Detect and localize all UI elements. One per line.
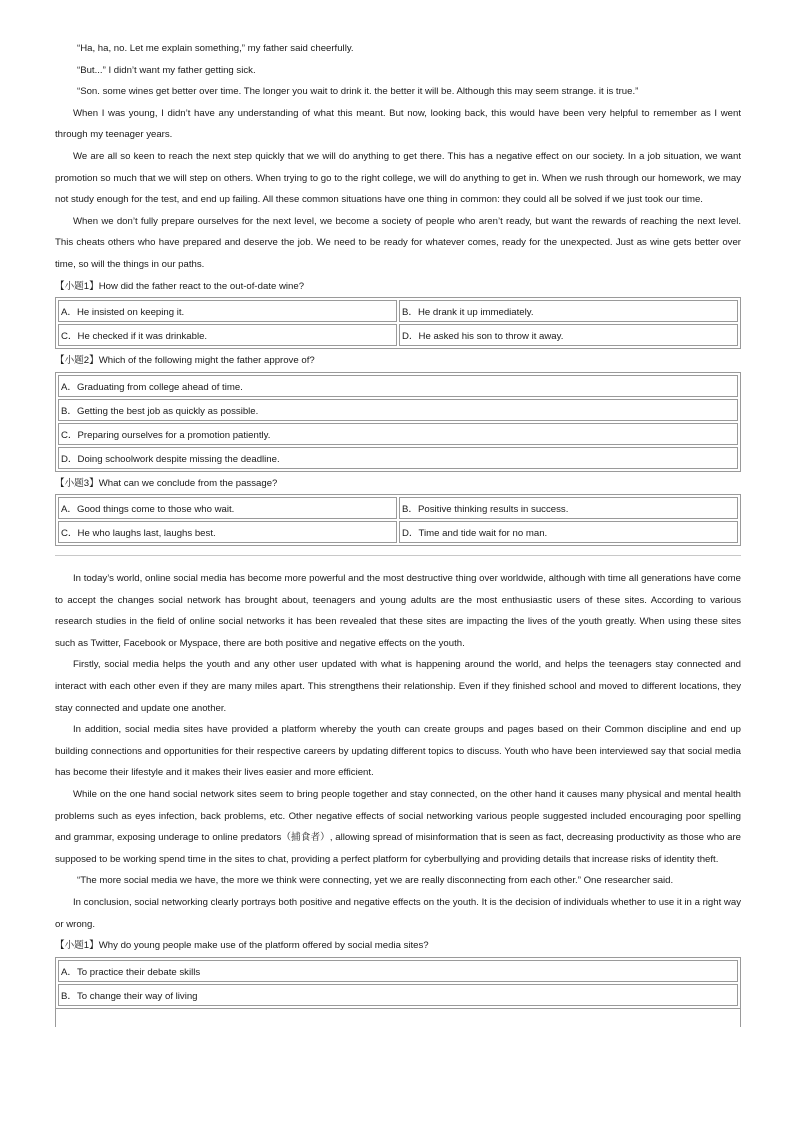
paragraph: “But...” I didn’t want my father getting sick. (77, 64, 256, 76)
passage-2 (55, 568, 741, 1027)
paragraph: In addition, social media sites have provided a platform whereby the youth can create groups and pages based on their Common discipline and end up building connections and opportunities for their respective careers by updating different topics to discuss. Youth who have been interviewed say that social media has become their lifestyle and it makes their lives easier and more efficient. (55, 724, 741, 779)
passage-1 (55, 38, 741, 546)
paragraph: When I was young, I didn’t have any understanding of what this meant. But now, looking back, this would have been very helpful to remember as I went through my teenager years. (55, 107, 741, 141)
paragraph: “Ha, ha, no. Let me explain something,” my father said cheerfully. (77, 43, 354, 54)
option-a[interactable]: A．To practice their debate skills (58, 960, 738, 982)
paragraph: “Son. some wines get better over time. The longer you wait to drink it. the better it will be. Although this may seem strange. it is true.” (77, 86, 639, 98)
option-c[interactable]: C．Preparing ourselves for a promotion patiently. (58, 423, 738, 445)
section-divider (55, 555, 741, 556)
paragraph: We are all so keen to reach the next step quickly that we will do anything to get there. This has a negative effect on our society. In a job situation, we want promotion so much that we will step on others. When trying to go to the right college, we will do anything to get in. When we rush through our homework, we may not study enough for the test, and end up failing. All these common situations have one thing in common: they could all be solved if we just took our time. (55, 150, 741, 206)
options-table (55, 957, 741, 1009)
option-b[interactable]: B．To change their way of living (58, 984, 738, 1006)
option-a[interactable]: A．Good things come to those who wait. (58, 497, 397, 519)
options-table (55, 494, 741, 546)
option-b[interactable]: B．Positive thinking results in success. (399, 497, 738, 519)
document-page (55, 38, 741, 1027)
paragraph: In today’s world, online social media has become more powerful and the most destructive thing over worldwide, although with time all generations have come to accept the changes social network has brought about, teenagers and young adults are the most enthusiastic users of these sites. According to various research studies in the field of online social networks it has been revealed that these sites are impacting the lives of the youth greatly. When using these sites such as Twitter, Facebook or Myspace, there are both positive and negative effects on the youth. (55, 573, 741, 649)
options-table-continuation (55, 1009, 741, 1027)
paragraph: “The more social media we have, the more we think were connecting, yet we are really disconnecting from each other.” One researcher said. (77, 875, 674, 887)
question-title: 【小题3】What can we conclude from the passage? (55, 477, 278, 489)
paragraph: When we don’t fully prepare ourselves for the next level, we become a society of people who aren’t ready, but want the rewards of reaching the next level. This cheats others who have prepared and deserve the job. We need to be ready for whatever comes, ready for the unexpected. Just as wine gets better over time, so will the things in our paths. (55, 215, 741, 270)
option-b[interactable]: B．He drank it up immediately. (399, 300, 738, 322)
paragraph: While on the one hand social network sites seem to bring people together and stay connected, on the other hand it causes many physical and mental health problems such as eyes infection, back problems, etc. Other negative effects of social networking various people suggested included encouraging poor spelling and grammar, exposing underage to online predators（捕食者）, allowing spread of misinformation that is seen as fact, decreasing productivity as those who are supposed to be working spend time in the sites to chat, providing a perfect platform for cyberbullying and providing details that increase risks of identity theft. (55, 788, 741, 865)
option-a[interactable]: A．Graduating from college ahead of time. (58, 375, 738, 397)
paragraph: Firstly, social media helps the youth and any other user updated with what is happening around the world, and helps the teenagers stay connected and interact with each other even if they are many miles apart. This strengthens their relationship. Even if they finished school and moved to different locations, they stay connected and update one another. (55, 659, 741, 714)
option-d[interactable]: D．Time and tide wait for no man. (399, 521, 738, 543)
question-title: 【小题1】Why do young people make use of the platform offered by social media sites? (55, 940, 429, 952)
option-b[interactable]: B．Getting the best job as quickly as possible. (58, 399, 738, 421)
paragraph: In conclusion, social networking clearly portrays both positive and negative effects on the youth. It is the decision of individuals whether to use it in a right way or wrong. (55, 896, 741, 930)
option-c[interactable]: C．He who laughs last, laughs best. (58, 521, 397, 543)
option-c[interactable]: C．He checked if it was drinkable. (58, 324, 397, 346)
option-d[interactable]: D．He asked his son to throw it away. (399, 324, 738, 346)
option-d[interactable]: D．Doing schoolwork despite missing the deadline. (58, 447, 738, 469)
question-title: 【小题2】Which of the following might the father approve of? (55, 355, 315, 367)
options-table (55, 297, 741, 349)
option-a[interactable]: A．He insisted on keeping it. (58, 300, 397, 322)
question-title: 【小题1】How did the father react to the out-of-date wine? (55, 280, 305, 292)
options-table (55, 372, 741, 472)
